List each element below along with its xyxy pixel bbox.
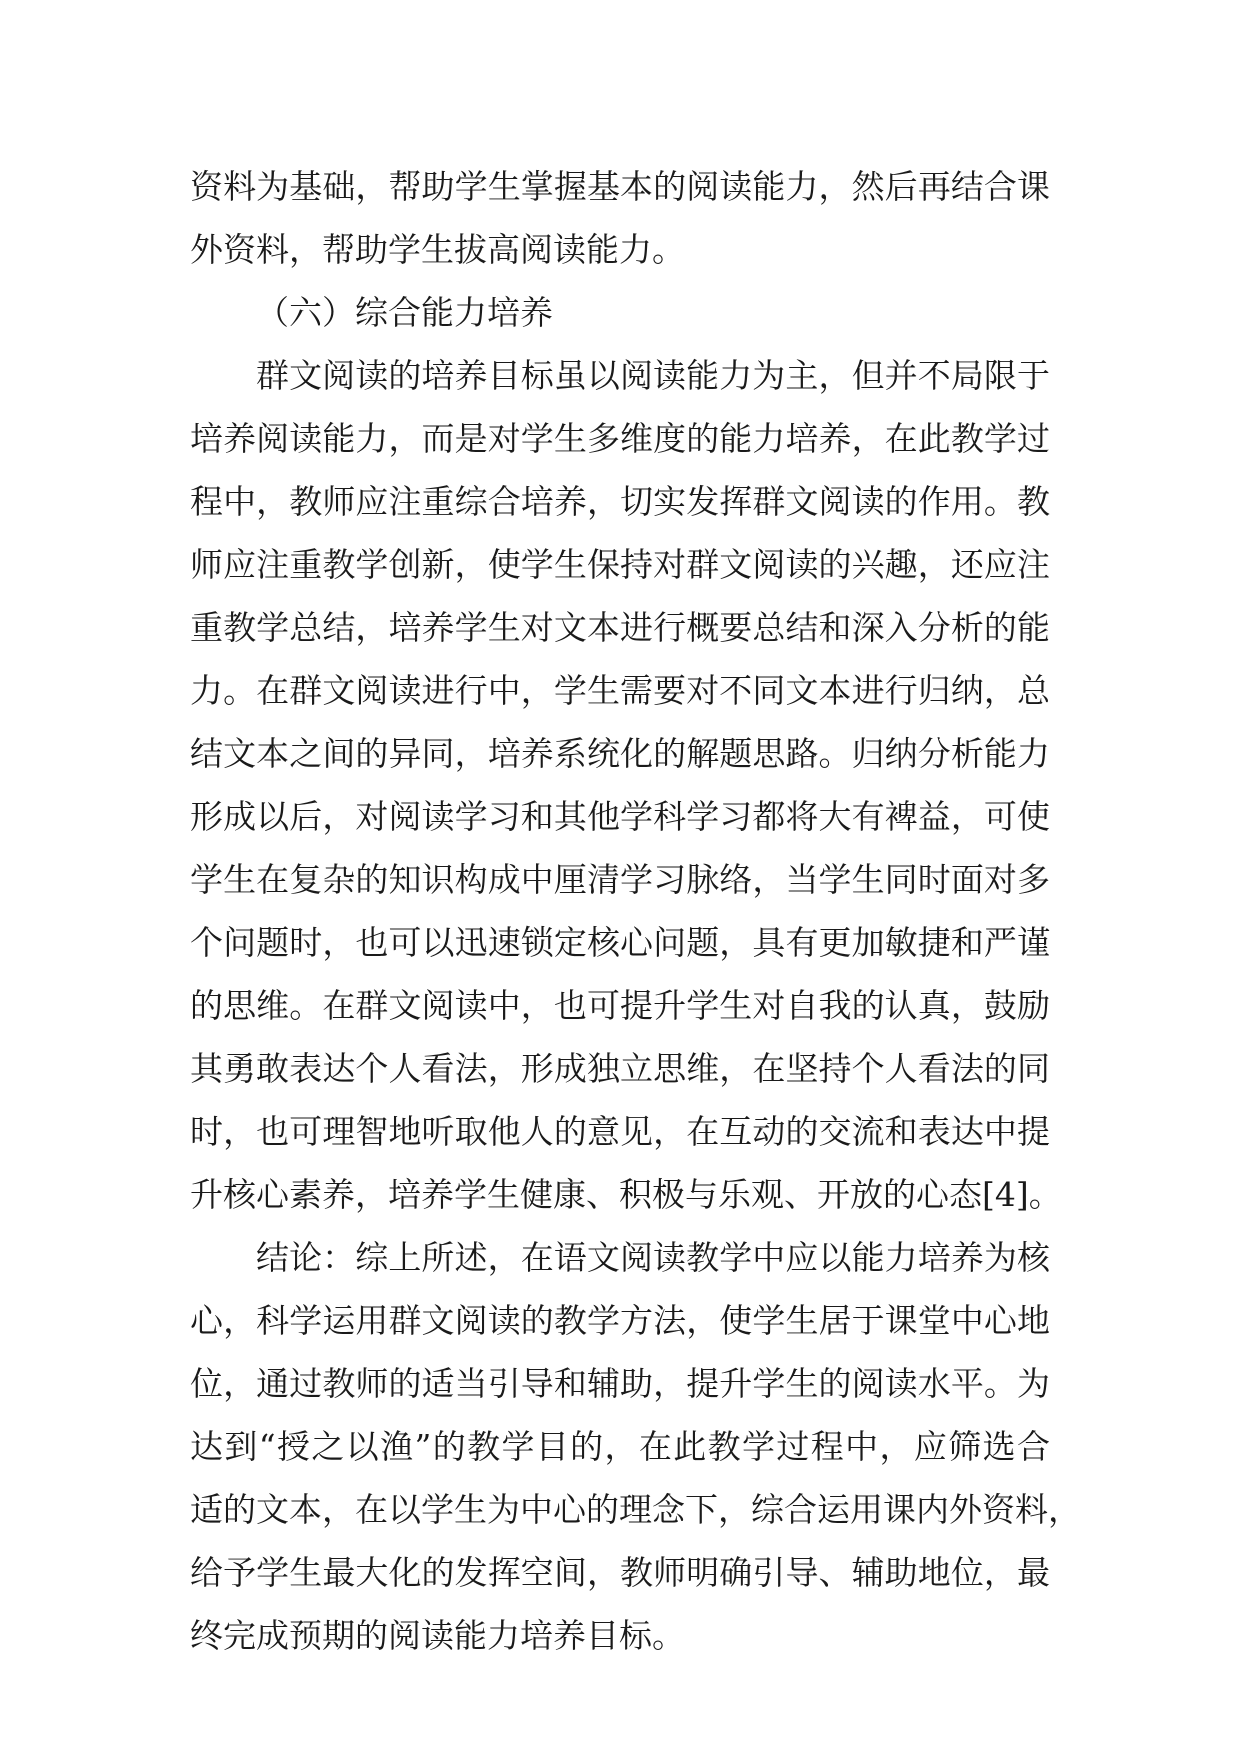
text-line: 心，科学运用群文阅读的教学方法，使学生居于课堂中心地: [190, 1301, 1050, 1340]
text-line: 达到“授之以渔”的教学目的，在此教学过程中，应筛选合: [190, 1427, 1050, 1466]
text-line: 学生在复杂的知识构成中厘清学习脉络，当学生同时面对多: [190, 860, 1050, 899]
text-line: 终完成预期的阅读能力培养目标。: [190, 1616, 685, 1655]
paragraph-conclusion: [190, 1226, 1081, 1667]
text-line: 形成以后，对阅读学习和其他学科学习都将大有裨益，可使: [190, 797, 1050, 836]
text-line: 程中，教师应注重综合培养，切实发挥群文阅读的作用。教: [190, 482, 1050, 521]
text-line: 外资料，帮助学生拔高阅读能力。: [190, 230, 685, 269]
text-line: 师应注重教学创新，使学生保持对群文阅读的兴趣，还应注: [190, 545, 1050, 584]
text-line: 个问题时，也可以迅速锁定核心问题，具有更加敏捷和严谨: [190, 923, 1050, 962]
text-line: 群文阅读的培养目标虽以阅读能力为主，但并不局限于: [256, 356, 1050, 395]
text-line: 资料为基础，帮助学生掌握基本的阅读能力，然后再结合课: [190, 167, 1050, 206]
text-line: 位，通过教师的适当引导和辅助，提升学生的阅读水平。为: [190, 1364, 1050, 1403]
text-line: 升核心素养，培养学生健康、积极与乐观、开放的心态[4]。: [190, 1175, 1062, 1214]
text-line: 重教学总结，培养学生对文本进行概要总结和深入分析的能: [190, 608, 1050, 647]
text-line: 其勇敢表达个人看法，形成独立思维，在坚持个人看法的同: [190, 1049, 1050, 1088]
section-heading: [190, 281, 1050, 344]
text-line: 适的文本，在以学生为中心的理念下，综合运用课内外资料，: [190, 1490, 1081, 1529]
text-line: 培养阅读能力，而是对学生多维度的能力培养，在此教学过: [190, 419, 1050, 458]
text-line: 的思维。在群文阅读中，也可提升学生对自我的认真，鼓励: [190, 986, 1050, 1025]
text-line: 时，也可理智地听取他人的意见，在互动的交流和表达中提: [190, 1112, 1050, 1151]
document-body: [190, 155, 1081, 1667]
text-line: 给予学生最大化的发挥空间，教师明确引导、辅助地位，最: [190, 1553, 1050, 1592]
section-heading-text: （六）综合能力培养: [256, 293, 553, 332]
text-line: 结论：综上所述，在语文阅读教学中应以能力培养为核: [256, 1238, 1050, 1277]
text-line: 结文本之间的异同，培养系统化的解题思路。归纳分析能力: [190, 734, 1050, 773]
paragraph-continuation: [190, 155, 1050, 281]
text-line: 力。在群文阅读进行中，学生需要对不同文本进行归纳，总: [190, 671, 1050, 710]
paragraph-comprehensive-ability: [190, 344, 1062, 1226]
